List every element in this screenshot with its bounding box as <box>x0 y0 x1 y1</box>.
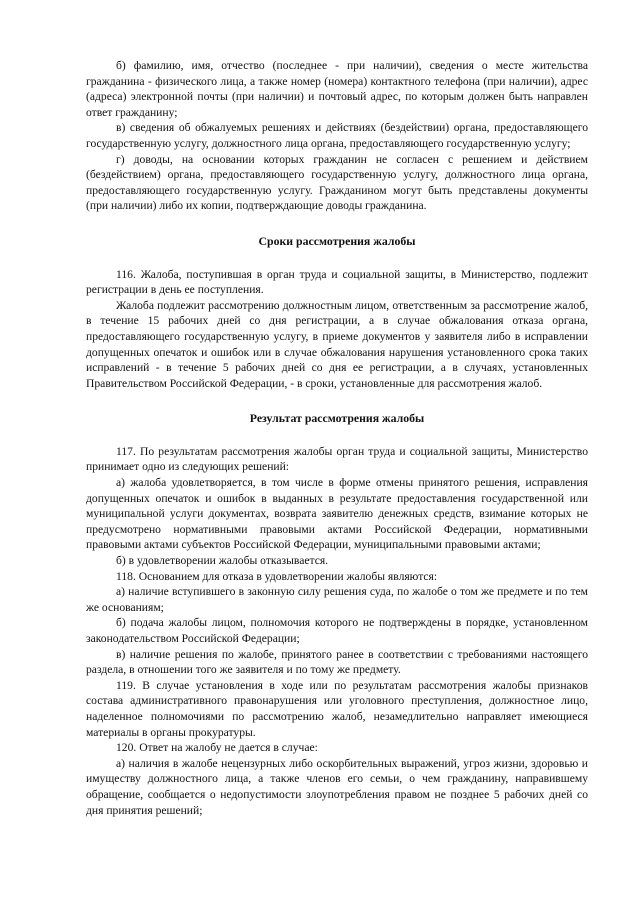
paragraph-117-decisions: 117. По результатам рассмотрения жалобы орган труда и социальной защиты, Министерство принимает одно из следующих решений: <box>86 444 588 474</box>
document-page <box>86 58 588 818</box>
section-heading-review-terms: Сроки рассмотрения жалобы <box>258 233 416 248</box>
paragraph-117-a-satisfied: а) жалоба удовлетворяется, в том числе в форме отмены принятого решения, исправления допущенных опечаток и ошибок в выданных в результате предоставления государственной или муниципальной услуги документах, возврата заявителю денежных средств, взимание которых не предусмотрено нормативными правовыми актами Российской Федерации, нормативными правовыми актами субъектов Российской Федерации, муниципальными правовыми актами; <box>86 476 588 552</box>
paragraph-118-grounds: 118. Основанием для отказа в удовлетворении жалобы являются: <box>116 569 438 583</box>
section-heading-review-result: Результат рассмотрения жалобы <box>249 411 425 426</box>
paragraph-118-b-no-authority: б) подача жалобы лицом, полномочия которого не подтверждены в порядке, установленном законодательством Российской Федерации; <box>86 616 588 645</box>
paragraph-119-prosecution: 119. В случае установления в ходе или по результатам рассмотрения жалобы признаков состава административного правонарушения или уголовного преступления, должностное лицо, наделенное полномочиями по рассмотрению жалоб, незамедлительно направляет имеющиеся материалы в органы прокуратуры. <box>86 678 588 739</box>
paragraph-120-a-offensive: а) наличия в жалобе нецензурных либо оскорбительных выражений, угроз жизни, здоровью и имуществу должностного лица, а также членов его семьи, о чем гражданину, направившему обращение, сообщается о недопустимости злоупотребления правом не позднее 5 рабочих дней со дня принятия решений; <box>86 756 588 817</box>
paragraph-b-applicant-info: б) фамилию, имя, отчество (последнее - при наличии), сведения о месте жительства гражданина - физического лица, а также номер (номера) контактного телефона (при наличии), адрес (адреса) электронной почты (при наличии) и почтовый адрес, по которым должен быть направлен ответ гражданину; <box>86 59 588 119</box>
paragraph-118-a-court-decision: а) наличие вступившего в законную силу решения суда, по жалобе о том же предмете и по тем же основаниям; <box>86 585 588 614</box>
paragraph-117-b-refused: б) в удовлетворении жалобы отказывается. <box>116 554 329 568</box>
paragraph-116-registration: 116. Жалоба, поступившая в орган труда и социальной защиты, в Министерство, подлежит регистрации в день ее поступления. <box>86 267 588 297</box>
paragraph-116-review-period: Жалоба подлежит рассмотрению должностным лицом, ответственным за рассмотрение жалоб, в течение 15 рабочих дней со дня регистрации, а в случае обжалования отказа органа, предоставляющего государственную услугу, в приеме документов у заявителя либо в исправлении допущенных опечаток и ошибок или в случае обжалования нарушения установленного срока таких исправлений - в течение 5 рабочих дней со дня ее регистрации, а в случаях, установленных Правительством Российской Федерации, - в сроки, установленные для рассмотрения жалоб. <box>86 298 588 390</box>
paragraph-118-v-prior-decision: в) наличие решения по жалобе, принятого ранее в соответствии с требованиями настоящего раздела, в отношении того же заявителя и по тому же предмету. <box>86 647 588 677</box>
paragraph-120-no-response: 120. Ответ на жалобу не дается в случае: <box>116 741 318 755</box>
paragraph-g-arguments: г) доводы, на основании которых гражданин не согласен с решением и действием (бездействием) органа, предоставляющего государственную услугу, должностного лица органа, предоставляющего государственную услугу. Гражданином могут быть представлены документы (при наличии) либо их копии, подтверждающие доводы гражданина. <box>86 152 588 213</box>
paragraph-v-appealed-decisions: в) сведения об обжалуемых решениях и действиях (бездействии) органа, предоставляющего государственную услугу, должностного лица органа, предоставляющего государственную услугу; <box>86 121 588 150</box>
